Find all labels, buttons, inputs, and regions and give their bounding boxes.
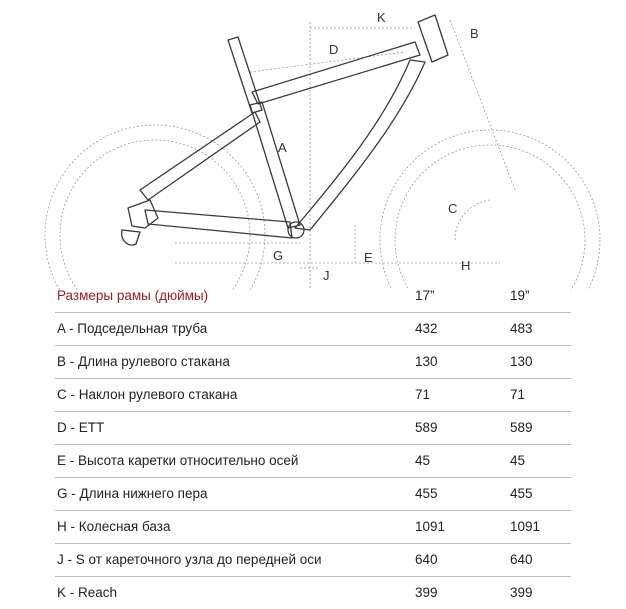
value-19: 71 <box>510 387 526 402</box>
value-17: 432 <box>415 321 438 336</box>
value-19: 45 <box>510 453 526 468</box>
value-19: 130 <box>510 354 533 369</box>
label-h: H <box>461 258 471 273</box>
size-19-header: 19” <box>510 288 530 303</box>
value-19: 589 <box>510 420 533 435</box>
row-label: J - S от кареточного узла до передней оси <box>57 552 322 567</box>
value-19: 640 <box>510 552 533 567</box>
label-g: G <box>273 248 284 263</box>
value-17: 589 <box>415 420 438 435</box>
row-label: K - Reach <box>57 585 118 600</box>
row-label: C - Наклон рулевого стакана <box>57 387 238 402</box>
row-label: G - Длина нижнего пера <box>57 486 208 501</box>
table-row <box>55 412 571 445</box>
frame-outline <box>122 15 448 245</box>
value-19: 399 <box>510 585 533 600</box>
table-title: Размеры рамы (дюймы) <box>57 288 209 303</box>
row-label: H - Колесная база <box>57 519 171 534</box>
size-17-header: 17” <box>415 288 435 303</box>
frame-geometry-diagram <box>0 0 626 290</box>
label-b: B <box>470 26 479 41</box>
row-label: B - Длина рулевого стакана <box>57 354 230 369</box>
label-a: A <box>278 140 287 155</box>
dimension-lines <box>175 20 515 290</box>
label-j: J <box>323 268 330 283</box>
row-label: A - Подседельная труба <box>57 321 208 336</box>
value-17: 71 <box>415 387 431 402</box>
frame-size-table <box>55 280 571 609</box>
table-row <box>55 379 571 412</box>
label-e: E <box>364 250 373 265</box>
table-row <box>55 511 571 544</box>
value-17: 1091 <box>415 519 446 534</box>
table-row <box>55 313 571 346</box>
value-19: 1091 <box>510 519 541 534</box>
value-17: 455 <box>415 486 438 501</box>
value-17: 130 <box>415 354 438 369</box>
row-label: D - ETT <box>57 420 105 435</box>
label-k: K <box>377 10 386 25</box>
table-header-row <box>55 280 571 313</box>
front-wheel <box>380 130 600 290</box>
row-label: E - Высота каретки относительно осей <box>57 453 299 468</box>
value-19: 455 <box>510 486 533 501</box>
table-row <box>55 544 571 577</box>
rear-wheel <box>45 125 265 290</box>
value-17: 399 <box>415 585 438 600</box>
table-row <box>55 346 571 379</box>
label-c: C <box>448 201 458 216</box>
table-row <box>55 577 571 609</box>
value-17: 45 <box>415 453 431 468</box>
value-19: 483 <box>510 321 533 336</box>
table-row <box>55 445 571 478</box>
label-d: D <box>329 42 339 57</box>
table-row <box>55 478 571 511</box>
value-17: 640 <box>415 552 438 567</box>
